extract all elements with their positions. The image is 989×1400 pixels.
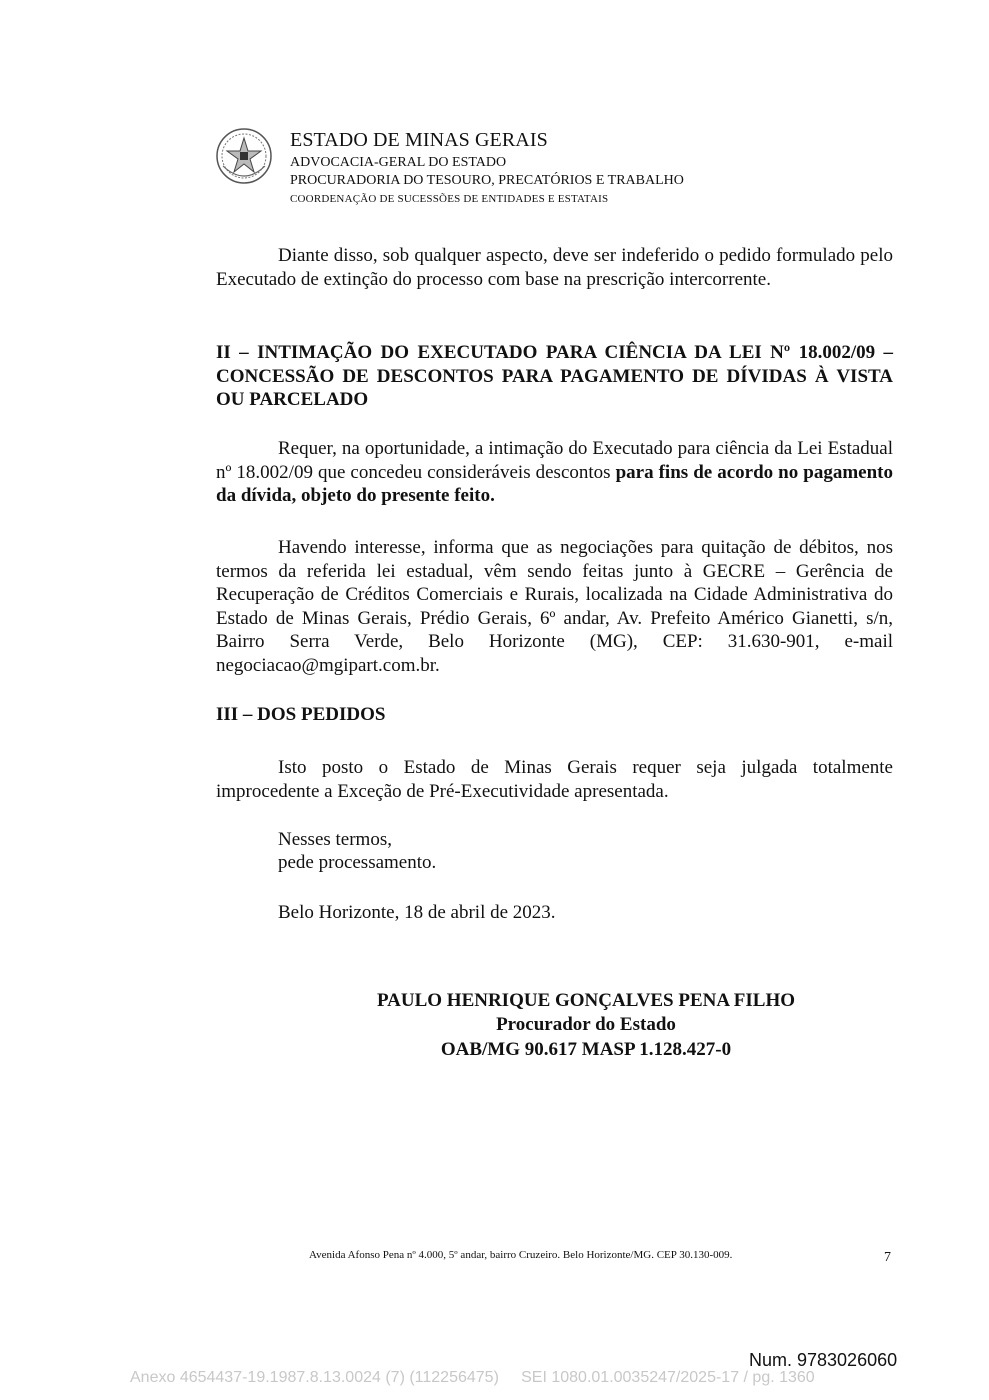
header-line-3: COORDENAÇÃO DE SUCESSÕES DE ENTIDADES E ESTATAIS: [290, 193, 609, 205]
annex-stamp: Anexo 4654437-19.1987.8.13.0024 (7) (112256475) SEI 1080.01.0035247/2025-17 / pg. 1360: [130, 1369, 815, 1386]
signer-registration: OAB/MG 90.617 MASP 1.128.427-0: [440, 1039, 732, 1060]
paragraph-1: Diante disso, sob qualquer aspecto, deve ser indeferido o pedido formulado pelo Executado de extinção do processo com base na prescrição intercorrente.: [216, 245, 893, 290]
paragraph-2-bold-text: para fins de acordo no pagamento da dívida, objeto do presente feito.: [216, 461, 893, 506]
footer-address: Avenida Afonso Pena nº 4.000, 5º andar, bairro Cruzeiro. Belo Horizonte/MG. CEP 30.130-009.: [309, 1249, 733, 1261]
header-line-2: PROCURADORIA DO TESOURO, PRECATÓRIOS E TRABALHO: [290, 173, 684, 188]
paragraph-2-text: Requer, na oportunidade, a intimação do Executado para ciência da Lei Estadual nº 18.002/09 que concedeu consideráveis descontos: [216, 438, 893, 483]
page-number: 7: [884, 1250, 891, 1265]
closing-line-1: Nesses termos,: [278, 829, 392, 850]
header-title: ESTADO DE MINAS GERAIS: [290, 129, 548, 151]
signer-role: Procurador do Estado: [496, 1014, 676, 1035]
date-line: Belo Horizonte, 18 de abril de 2023.: [278, 902, 556, 923]
signer-name: PAULO HENRIQUE GONÇALVES PENA FILHO: [376, 990, 796, 1011]
section-heading-2: II – INTIMAÇÃO DO EXECUTADO PARA CIÊNCIA DA LEI Nº 18.002/09 – CONCESSÃO DE DESCONTOS PARA PAGAMENTO DE DÍVIDAS À VISTA OU PARCELADO: [216, 342, 893, 410]
paragraph-2: [216, 437, 893, 508]
section-heading-3: III – DOS PEDIDOS: [216, 704, 386, 725]
paragraph-4: Isto posto o Estado de Minas Gerais requer seja julgada totalmente improcedente a Exceção de Pré-Executividade apresentada.: [216, 757, 893, 802]
closing-line-2: pede processamento.: [278, 852, 437, 873]
paragraph-3: Havendo interesse, informa que as negociações para quitação de débitos, nos termos da referida lei estadual, vêm sendo feitas junto à GECRE – Gerência de Recuperação de Créditos Comerciais e Rurais, localizada na Cidade Administrativa do Estado de Minas Gerais, Prédio Gerais, 6º andar, Av. Prefeito Américo Gianetti, s/n, Bairro Serra Verde, Belo Horizonte (MG), CEP: 31.630-901, e-mail negociacao@mgipart.com.br.: [216, 537, 893, 676]
header-line-1: ADVOCACIA-GERAL DO ESTADO: [290, 155, 507, 170]
document-number-stamp: Num. 9783026060: [749, 1350, 898, 1370]
coat-of-arms-icon: [215, 126, 273, 186]
